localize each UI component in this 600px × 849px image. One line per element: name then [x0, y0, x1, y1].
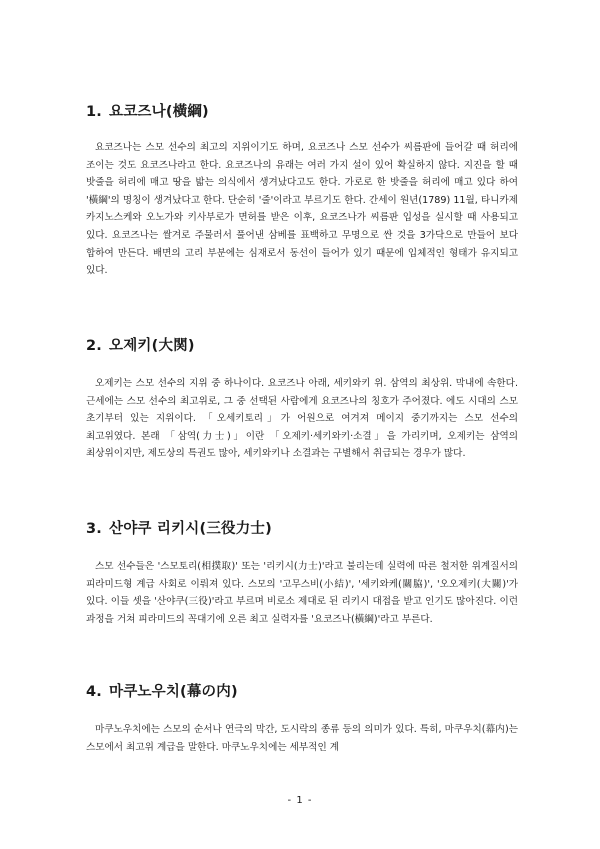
section-number: 2. — [86, 338, 102, 354]
section-title: 마쿠노우치(幕の内) — [109, 684, 238, 700]
section-number: 3. — [86, 521, 102, 537]
section-number: 4. — [86, 684, 102, 700]
section-title: 요코즈나(橫綱) — [109, 104, 209, 120]
section-title: 오제키(大関) — [109, 338, 195, 354]
section-ozeki — [86, 334, 518, 463]
section-heading — [86, 334, 518, 355]
section-number: 1. — [86, 104, 102, 120]
page-number: - 1 - — [287, 795, 313, 806]
section-sanyaku — [86, 517, 518, 628]
section-paragraph: 스모 선수들은 '스모토리(相撲取)' 또는 '리키시(力士)'라고 불리는데 실력에 따른 철저한 위계질서의 피라미드형 계급 사회로 이뤄져 있다. 스모의 '고무스비(小結)', '세키와케(關脇)', '오오제키(大關)'가 있다. 이들 셋을 '산야쿠(三役)'라고 부르며 비로소 제대로 된 리키시 대접을 받고 인기도 많아진다. 이런 과정을 거쳐 피라미드의 꼭대기에 오른 최고 실력자를 '요코즈나(橫綱)'라고 부른다. — [86, 561, 518, 625]
section-title: 산야쿠 리키시(三役力士) — [109, 521, 272, 537]
section-yokozuna — [86, 100, 518, 280]
section-makunouchi — [86, 680, 518, 756]
section-heading — [86, 517, 518, 538]
section-heading — [86, 100, 518, 121]
section-heading — [86, 680, 518, 701]
section-paragraph: 오제키는 스모 선수의 지위 중 하나이다. 요코즈나 아래, 세키와키 위. 삼역의 최상위. 막내에 속한다. 근세에는 스모 선수의 최고위로, 그 중 선택된 사람에게 요코즈나의 칭호가 주어졌다. 에도 시대의 스모 초기부터 있는 지위이다. 「오세키토리」가 어원으로 여겨져 메이지 중기까지는 스모 선수의 최고위였다. 본래 「삼역(力士)」이란 「오제키·세키와키·소결」을 가리키며, 오제키는 삼역의 최상위이지만, 제도상의 특권도 많아, 세키와키나 소결과는 구별해서 취급되는 경우가 많다. — [86, 378, 518, 460]
section-paragraph: 요코즈나는 스모 선수의 최고의 지위이기도 하며, 요코즈나 스모 선수가 씨름판에 들어갈 때 허리에 조이는 것도 요코즈나라고 한다. 요코즈나의 유래는 여러 가지 설이 있어 확실하지 않다. 지진을 할 때 밧줄을 허리에 매고 땅을 밟는 의식에서 생겨났다고도 한다. 가로로 한 밧줄을 허리에 매고 있다 하여 '橫綱'의 명칭이 생겨났다고 한다. 단순히 '줄'이라고 부르기도 한다. 간세이 원년(1789) 11월, 타니카제 카지노스케와 오노가와 키사부로가 면허를 받은 이후, 요코즈나가 씨름판 입성을 실시할 때 사용되고 있다. 요코즈나는 쌀겨로 주물러서 풀어낸 삼베를 표백하고 무명으로 싼 것을 3가닥으로 만들어 보다 합하여 만든다. 배면의 고리 부분에는 심재로서 동선이 들어가 있기 때문에 입체적인 형태가 유지되고 있다. — [86, 142, 518, 277]
section-paragraph: 마쿠노우치에는 스모의 순서나 연극의 막간, 도시락의 종류 등의 의미가 있다. 특히, 마쿠우치(幕内)는 스모에서 최고위 계급을 말한다. 마쿠노우치에는 세부적인 계 — [86, 724, 518, 753]
